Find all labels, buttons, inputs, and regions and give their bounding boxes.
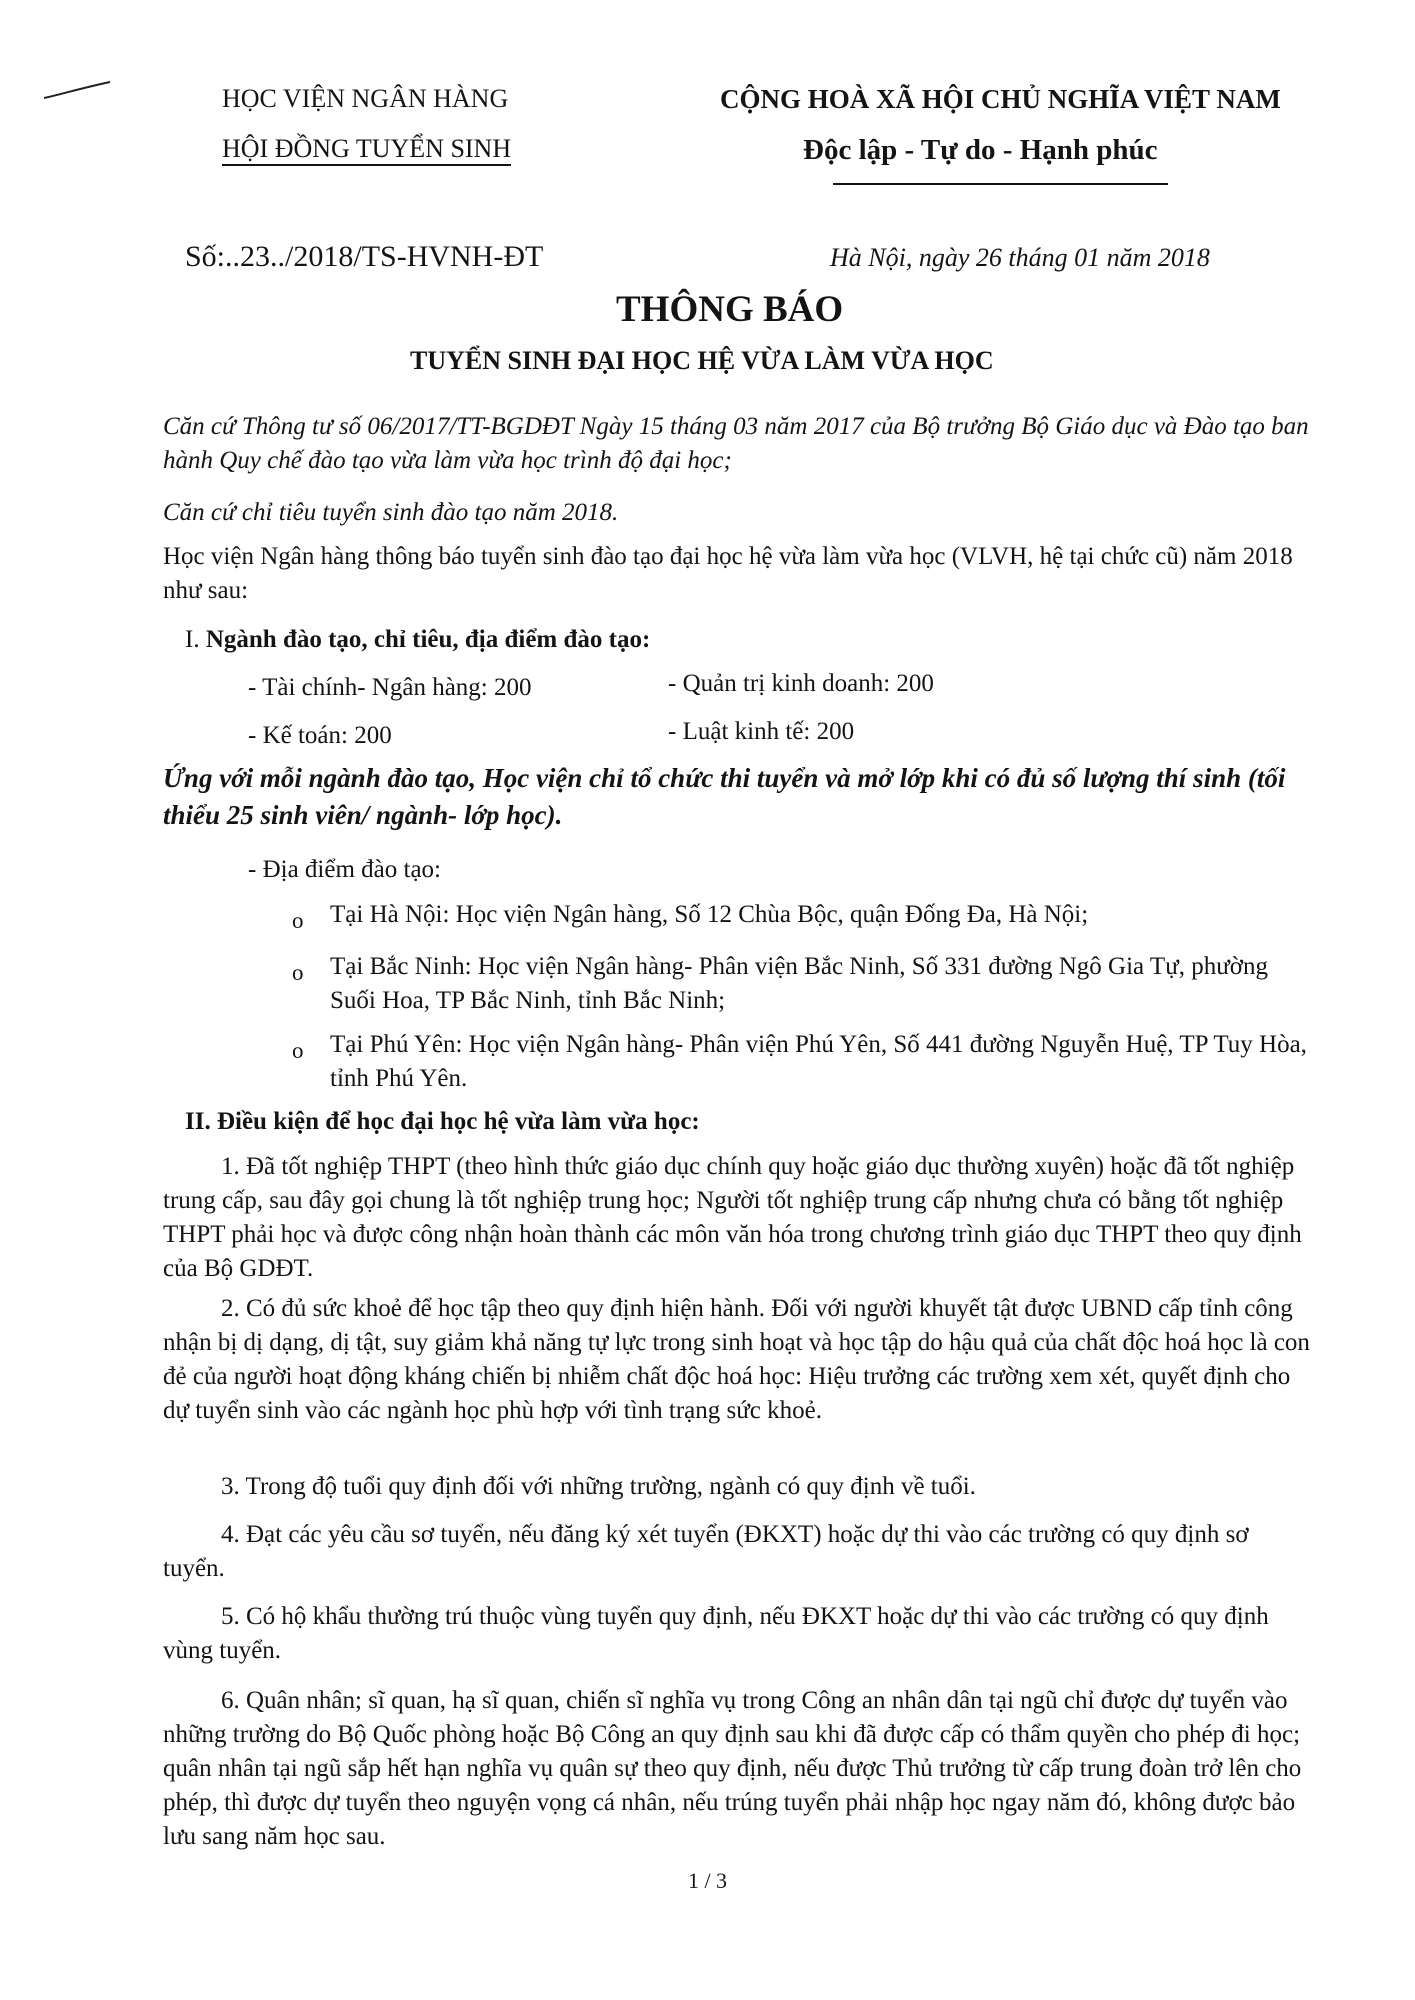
quota-finance-banking: - Tài chính- Ngân hàng: 200: [248, 674, 532, 701]
section1-title: Ngành đào tạo, chỉ tiêu, địa điểm đào tạo:: [205, 626, 651, 653]
condition-5: 5. Có hộ khẩu thường trú thuộc vùng tuyển quy định, nếu ĐKXT hoặc dự thi vào các trường có quy định vùng tuyển.: [163, 1603, 1269, 1664]
section1-heading: [185, 626, 650, 654]
bullet-marker: o: [292, 1038, 304, 1063]
quota-accounting: - Kế toán: 200: [248, 722, 392, 749]
legal-basis-1: Căn cứ Thông tư số 06/2017/TT-BGDĐT Ngày 15 tháng 03 năm 2017 của Bộ trưởng Bộ Giáo dục và Đào tạo ban hành Quy chế đào tạo vừa làm vừa học trình độ đại học;: [163, 413, 1309, 474]
condition-1: 1. Đã tốt nghiệp THPT (theo hình thức giáo dục chính quy hoặc giáo dục thường xuyên) hoặc đã tốt nghiệp trung cấp, sau đây gọi chung là tốt nghiệp trung học; Người tốt nghiệp trung cấp nhưng chưa có bằng tốt nghiệp THPT phải học và được công nhận hoàn thành các môn văn hóa trong chương trình giáo dục THPT theo quy định của Bộ GDĐT.: [163, 1153, 1302, 1282]
country-name: CỘNG HOÀ XÃ HỘI CHỦ NGHĨA VIỆT NAM: [720, 84, 1281, 114]
page-number: 1 / 3: [687, 1868, 728, 1893]
enrollment-note: Ứng với mỗi ngành đào tạo, Học viện chỉ tổ chức thi tuyển và mở lớp khi có đủ số lượng thí sinh (tối thiểu 25 sinh viên/ ngành- lớp học).: [163, 763, 1286, 830]
org-name: HỌC VIỆN NGÂN HÀNG: [222, 84, 509, 113]
document-number: Số:..23../2018/TS-HVNH-ĐT: [185, 240, 544, 273]
motto-underline: [833, 183, 1168, 185]
place-date: Hà Nội, ngày 26 tháng 01 năm 2018: [830, 243, 1210, 272]
condition-6: 6. Quân nhân; sĩ quan, hạ sĩ quan, chiến sĩ nghĩa vụ trong Công an nhân dân tại ngũ chỉ được dự tuyển vào những trường do Bộ Quốc phòng hoặc Bộ Công an quy định sau khi đã được cấp có thẩm quyền cho phép đi học; quân nhân tại ngũ sắp hết hạn nghĩa vụ quân sự theo quy định, nếu được Thủ trưởng từ cấp trung đoàn trở lên cho phép, thì được dự tuyển theo nguyện vọng cá nhân, nếu trúng tuyển phải nhập học ngay năm đó, không được bảo lưu sang năm học sau.: [163, 1687, 1302, 1850]
location-phuyen: Tại Phú Yên: Học viện Ngân hàng- Phân viện Phú Yên, Số 441 đường Nguyễn Huệ, TP Tuy Hòa, tỉnh Phú Yên.: [330, 1031, 1307, 1092]
bullet-marker: o: [292, 908, 304, 933]
quota-business-admin: - Quản trị kinh doanh: 200: [668, 670, 934, 697]
document-subtitle: TUYỂN SINH ĐẠI HỌC HỆ VỪA LÀM VỪA HỌC: [410, 346, 994, 375]
condition-2: 2. Có đủ sức khoẻ để học tập theo quy định hiện hành. Đối với người khuyết tật được UBND cấp tỉnh công nhận bị dị dạng, dị tật, suy giảm khả năng tự lực trong sinh hoạt và học tập do hậu quả của chất độc hoá học là con đẻ của người hoạt động kháng chiến bị nhiễm chất độc hoá học: Hiệu trưởng các trường xem xét, quyết định cho dự tuyển sinh vào các ngành học phù hợp với tình trạng sức khoẻ.: [163, 1295, 1310, 1424]
condition-4: 4. Đạt các yêu cầu sơ tuyển, nếu đăng ký xét tuyển (ĐKXT) hoặc dự thi vào các trường có quy định sơ tuyển.: [163, 1521, 1249, 1582]
org-council: HỘI ĐỒNG TUYỂN SINH: [222, 134, 511, 164]
section2-heading: II. Điều kiện để học đại học hệ vừa làm vừa học:: [185, 1108, 700, 1135]
legal-basis-2: Căn cứ chỉ tiêu tuyển sinh đào tạo năm 2018.: [163, 499, 619, 526]
location-bacninh: Tại Bắc Ninh: Học viện Ngân hàng- Phân viện Bắc Ninh, Số 331 đường Ngô Gia Tự, phường Suối Hoa, TP Bắc Ninh, tỉnh Bắc Ninh;: [330, 953, 1269, 1014]
country-motto: Độc lập - Tự do - Hạnh phúc: [803, 134, 1158, 166]
condition-3: 3. Trong độ tuổi quy định đối với những trường, ngành có quy định về tuổi.: [221, 1473, 976, 1500]
location-hanoi: Tại Hà Nội: Học viện Ngân hàng, Số 12 Chùa Bộc, quận Đống Đa, Hà Nội;: [330, 901, 1089, 928]
section1-number: I.: [185, 626, 200, 653]
pen-stroke-mark: [42, 78, 112, 102]
document-title: THÔNG BÁO: [616, 289, 844, 330]
quota-economic-law: - Luật kinh tế: 200: [668, 718, 855, 745]
intro-paragraph: Học viện Ngân hàng thông báo tuyển sinh đào tạo đại học hệ vừa làm vừa học (VLVH, hệ tại chức cũ) năm 2018 như sau:: [163, 543, 1293, 604]
locations-label: - Địa điểm đào tạo:: [248, 856, 441, 883]
bullet-marker: o: [292, 960, 304, 985]
